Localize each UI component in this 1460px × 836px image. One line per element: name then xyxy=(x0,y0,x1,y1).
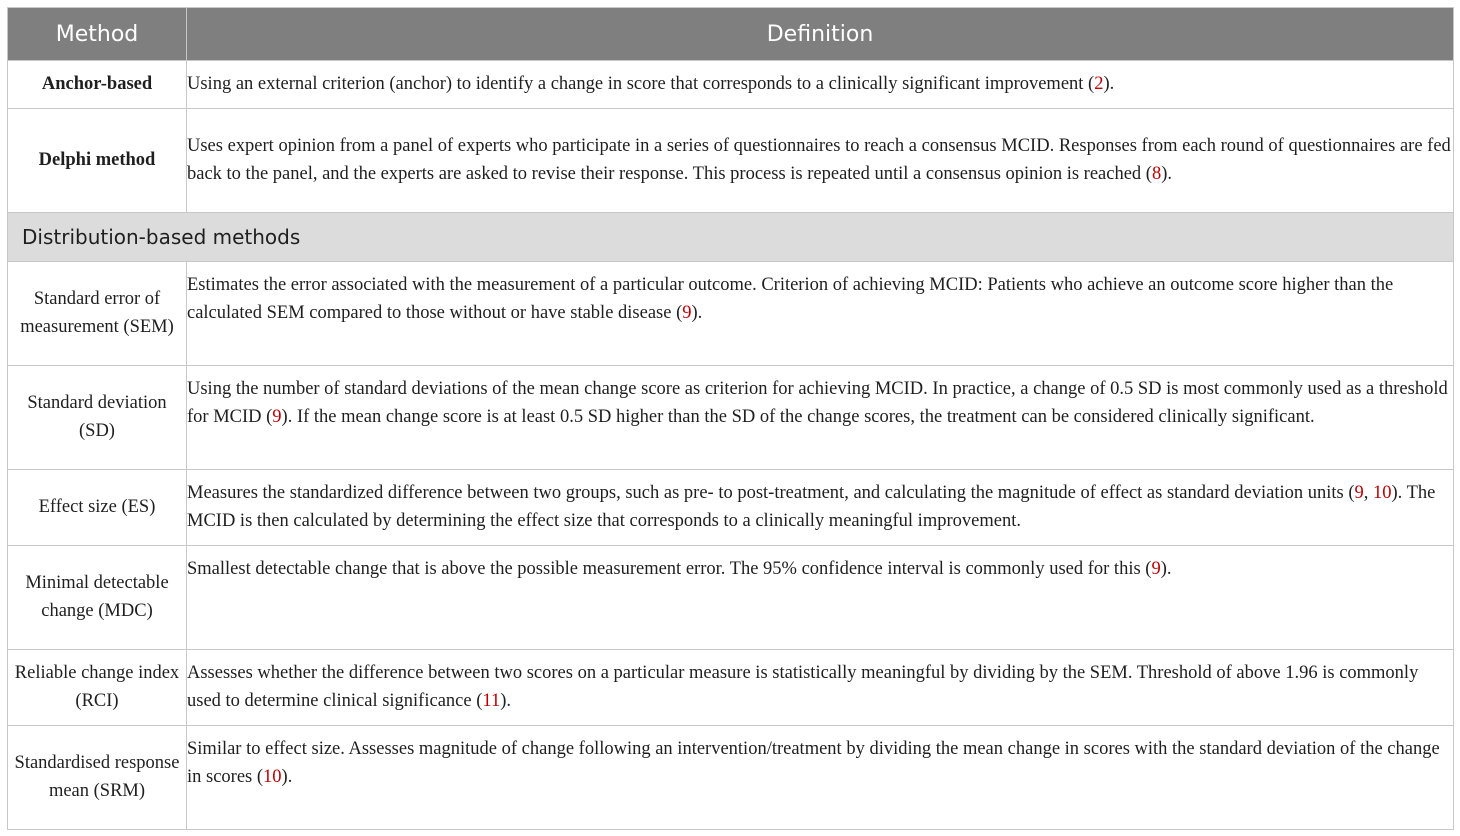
method-definition xyxy=(187,650,1454,726)
reference-link[interactable]: 9 xyxy=(1151,559,1161,579)
section-header-row xyxy=(8,213,1454,262)
definition-text: ). xyxy=(281,766,293,787)
method-definition xyxy=(187,109,1454,213)
table-row xyxy=(8,61,1454,109)
definition-text: ). The MCID is then calculated by determining the effect size that corresponds to a clinically meaningful improvement. xyxy=(187,483,1436,531)
definition-text: ). xyxy=(1103,73,1115,94)
method-name: Reliable change index (RCI) xyxy=(8,650,187,726)
definition-text: , xyxy=(1363,483,1373,503)
method-name: Standard deviation (SD) xyxy=(8,366,187,470)
definition-text: ). xyxy=(1160,559,1172,579)
table-row xyxy=(8,109,1454,213)
reference-link[interactable]: 10 xyxy=(1373,483,1392,503)
method-definition xyxy=(187,470,1454,546)
table-row xyxy=(8,650,1454,726)
method-column-header: Method xyxy=(8,8,187,61)
reference-link[interactable]: 9 xyxy=(1354,483,1364,503)
reference-link[interactable]: 8 xyxy=(1151,163,1162,184)
method-definition xyxy=(187,546,1454,650)
definition-text: ). xyxy=(691,302,703,323)
table-row xyxy=(8,262,1454,366)
method-definition xyxy=(187,726,1454,830)
definition-text: Uses expert opinion from a panel of experts who participate in a series of questionnaires to reach a consensus MCID. Responses from each round of questionnaires are fed back to the panel, and the experts are asked to revise their response. This process is repeated until a consensus opinion is reached ( xyxy=(187,136,1451,184)
definition-text: Assesses whether the difference between two scores on a particular measure is statistically meaningful by dividing by the SEM. Threshold of above 1.96 is commonly used to determine clinical significance ( xyxy=(187,663,1419,711)
method-definition xyxy=(187,366,1454,470)
definition-text: ). xyxy=(500,690,511,711)
table-row xyxy=(8,366,1454,470)
definition-text: Smallest detectable change that is above the possible measurement error. The 95% confidence interval is commonly used for this ( xyxy=(187,559,1152,579)
reference-link[interactable]: 9 xyxy=(682,302,692,323)
definition-text: Similar to effect size. Assesses magnitude of change following an intervention/treatment by dividing the mean change in scores with the standard deviation of the change in scores ( xyxy=(187,739,1440,787)
table-row xyxy=(8,546,1454,650)
definition-column-header: Definition xyxy=(187,8,1454,61)
method-name: Anchor-based xyxy=(8,61,187,109)
definition-text: Measures the standardized difference between two groups, such as pre- to post-treatment, and calculating the magnitude of effect as standard deviation units ( xyxy=(187,483,1355,503)
reference-link[interactable]: 2 xyxy=(1094,73,1104,94)
definition-text: ). xyxy=(1161,163,1172,184)
method-name: Standard error of measurement (SEM) xyxy=(8,262,187,366)
method-name: Minimal detectable change (MDC) xyxy=(8,546,187,650)
definition-text: ). If the mean change score is at least 0.5 SD higher than the SD of the change scores, the treatment can be considered clinically significant. xyxy=(281,406,1315,427)
reference-link[interactable]: 11 xyxy=(482,690,501,711)
method-definition xyxy=(187,61,1454,109)
definition-text: Using an external criterion (anchor) to identify a change in score that corresponds to a clinically significant improvement ( xyxy=(187,73,1095,94)
method-definition xyxy=(187,262,1454,366)
reference-link[interactable]: 10 xyxy=(263,766,282,787)
method-name: Effect size (ES) xyxy=(8,470,187,546)
section-label: Distribution-based methods xyxy=(8,213,1454,262)
definition-text: Using the number of standard deviations of the mean change score as criterion for achieving MCID. In practice, a change of 0.5 SD is most commonly used as a threshold for MCID ( xyxy=(187,379,1448,427)
table-row xyxy=(8,726,1454,830)
method-name: Standardised response mean (SRM) xyxy=(8,726,187,830)
table-header-row xyxy=(8,8,1454,61)
table-row xyxy=(8,470,1454,546)
definition-text: Estimates the error associated with the measurement of a particular outcome. Criterion of achieving MCID: Patients who achieve an outcome score higher than the calculated SEM compared to those without or have stable disease ( xyxy=(187,275,1394,323)
methods-table xyxy=(7,7,1454,830)
reference-link[interactable]: 9 xyxy=(272,406,282,427)
method-name: Delphi method xyxy=(8,109,187,213)
